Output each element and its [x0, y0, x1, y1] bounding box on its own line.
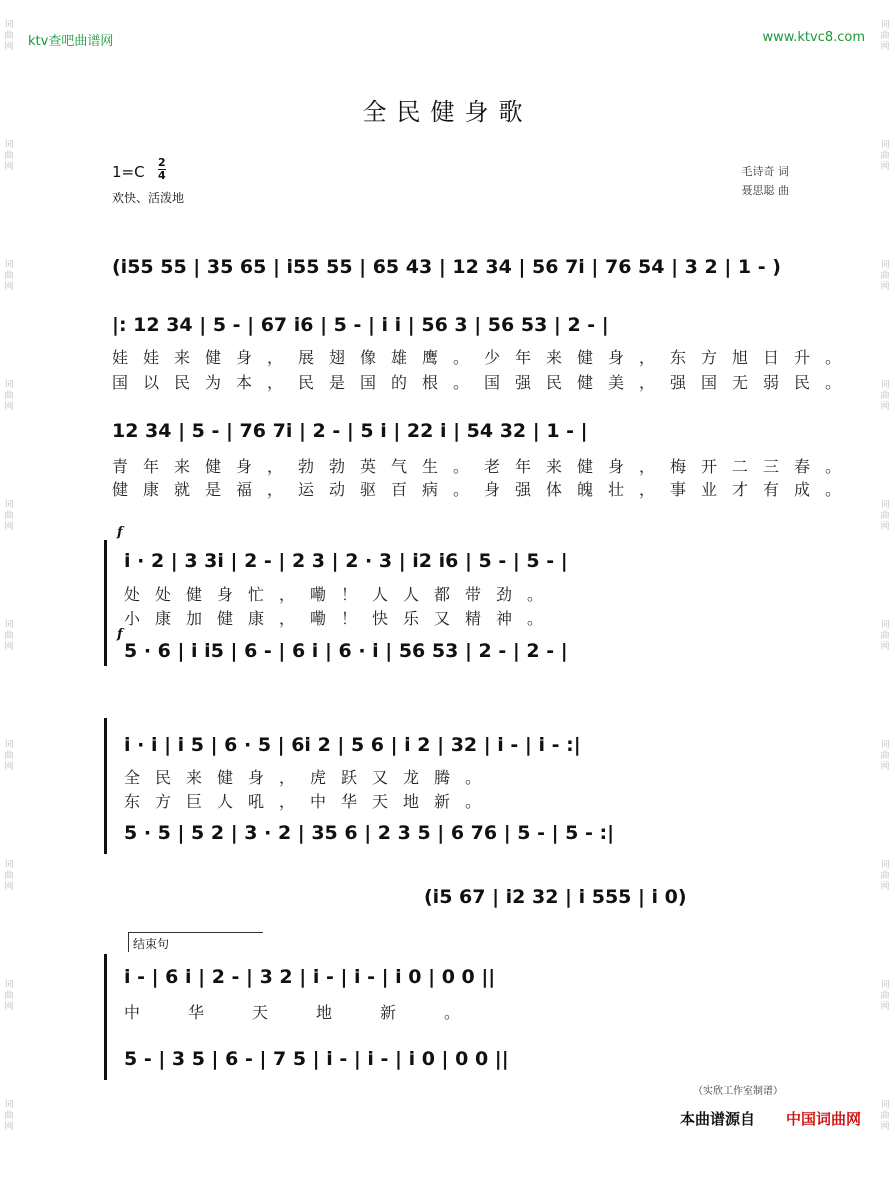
notation: |: 12 34 | 5 - | 67 i6 | 5 - | i i | 56 3 | 56 53 | 2 - |: [112, 314, 609, 336]
footer-source-site[interactable]: 中国词曲网: [785, 1110, 861, 1128]
notation: 5 · 6 | i i5 | 6 - | 6 i | 6 · i | 56 53 | 2 - | 2 - |: [124, 640, 568, 662]
notation-row: [112, 1048, 787, 1074]
side-watermark: 词曲网: [880, 1100, 890, 1132]
footer-source-label: 本曲谱源自: [679, 1110, 755, 1128]
notation: 5 - | 3 5 | 6 - | 7 5 | i - | i - | i 0 | 0 0 ||: [124, 1048, 509, 1070]
dynamic-forte: f: [117, 525, 123, 540]
site-name-left[interactable]: ktv查吧曲谱网: [28, 34, 114, 49]
system-brace: [104, 540, 111, 666]
notation-row: [112, 966, 787, 992]
key-signature: 1=C: [112, 163, 145, 181]
notation-row: [424, 886, 787, 912]
notation: i - | 6 i | 2 - | 3 2 | i - | i - | i 0 | 0 0 ||: [124, 966, 496, 988]
composer-credit: 聂思聪 曲: [741, 184, 789, 197]
notation-row: [112, 256, 787, 282]
notation: (i55 55 | 35 65 | i55 55 | 65 43 | 12 34 | 56 7i | 76 54 | 3 2 | 1 - ): [112, 256, 781, 278]
side-watermark: 词曲网: [4, 20, 14, 52]
site-url-right[interactable]: www.ktvc8.com: [762, 30, 865, 45]
lyric-line: 健康就是福，运动驱百病。身强体魄壮，事业才有成。: [112, 480, 857, 499]
side-watermark: 词曲网: [4, 1100, 14, 1132]
notation: i · 2 | 3 3i | 2 - | 2 3 | 2 · 3 | i2 i6 | 5 - | 5 - |: [124, 550, 568, 572]
notation-row: [112, 822, 787, 848]
notation: i · i | i 5 | 6 · 5 | 6i 2 | 5 6 | i 2 | 32 | i - | i - :|: [124, 734, 581, 756]
side-watermark: 词曲网: [4, 980, 14, 1012]
tempo-marking: 欢快、活泼地: [112, 191, 185, 205]
side-watermark: 词曲网: [880, 500, 890, 532]
side-watermark: 词曲网: [880, 140, 890, 172]
lyricist-credit: 毛诗奇 词: [741, 165, 789, 178]
lyric-line: 东方巨人吼，中华天地新。: [124, 792, 497, 811]
side-watermark: 词曲网: [4, 740, 14, 772]
notation-row: [112, 734, 787, 760]
side-watermark: 词曲网: [880, 740, 890, 772]
side-watermark: 词曲网: [880, 980, 890, 1012]
notation: 5 · 5 | 5 2 | 3 · 2 | 35 6 | 2 3 5 | 6 76 | 5 - | 5 - :|: [124, 822, 615, 844]
notation-row: [112, 420, 787, 446]
time-signature-bottom: 4: [158, 169, 166, 182]
dynamic-forte: f: [117, 627, 123, 642]
notation-row: [112, 550, 787, 576]
song-title: 全民健身歌: [362, 98, 533, 126]
lyric-line: 中华天地新。: [124, 1003, 509, 1022]
lyric-line: 青年来健身，勃勃英气生。老年来健身，梅开二三春。: [112, 457, 857, 476]
side-watermark: 词曲网: [880, 380, 890, 412]
arranger-note: （实欣工作室制谱）: [693, 1086, 783, 1097]
lyric-line: 国以民为本，民是国的根。国强民健美，强国无弱民。: [112, 373, 857, 392]
side-watermark: 词曲网: [4, 500, 14, 532]
ending-label: 结束句: [128, 932, 263, 952]
side-watermark: 词曲网: [880, 860, 890, 892]
side-watermark: 词曲网: [4, 380, 14, 412]
lyric-line: 小康加健康，嘞！快乐又精神。: [124, 609, 559, 628]
side-watermark: 词曲网: [880, 20, 890, 52]
system-brace: [104, 954, 111, 1080]
side-watermark: 词曲网: [4, 620, 14, 652]
system-brace: [104, 718, 111, 854]
lyric-line: 全民来健身，虎跃又龙腾。: [124, 768, 497, 787]
side-watermark: 词曲网: [880, 260, 890, 292]
time-signature-top: 2: [158, 156, 166, 169]
notation: 12 34 | 5 - | 76 7i | 2 - | 5 i | 22 i | 54 32 | 1 - |: [112, 420, 588, 442]
side-watermark: 词曲网: [4, 260, 14, 292]
lyric-line: 娃娃来健身，展翅像雄鹰。少年来健身，东方旭日升。: [112, 348, 857, 367]
lyric-line: 处处健身忙，嘞！人人都带劲。: [124, 585, 559, 604]
side-watermark: 词曲网: [4, 140, 14, 172]
side-watermark: 词曲网: [880, 620, 890, 652]
time-signature: [158, 157, 166, 182]
notation-row: [112, 314, 787, 340]
side-watermark: 词曲网: [4, 860, 14, 892]
notation: (i5 67 | i2 32 | i 555 | i 0): [424, 886, 687, 908]
notation-row: [112, 640, 787, 666]
